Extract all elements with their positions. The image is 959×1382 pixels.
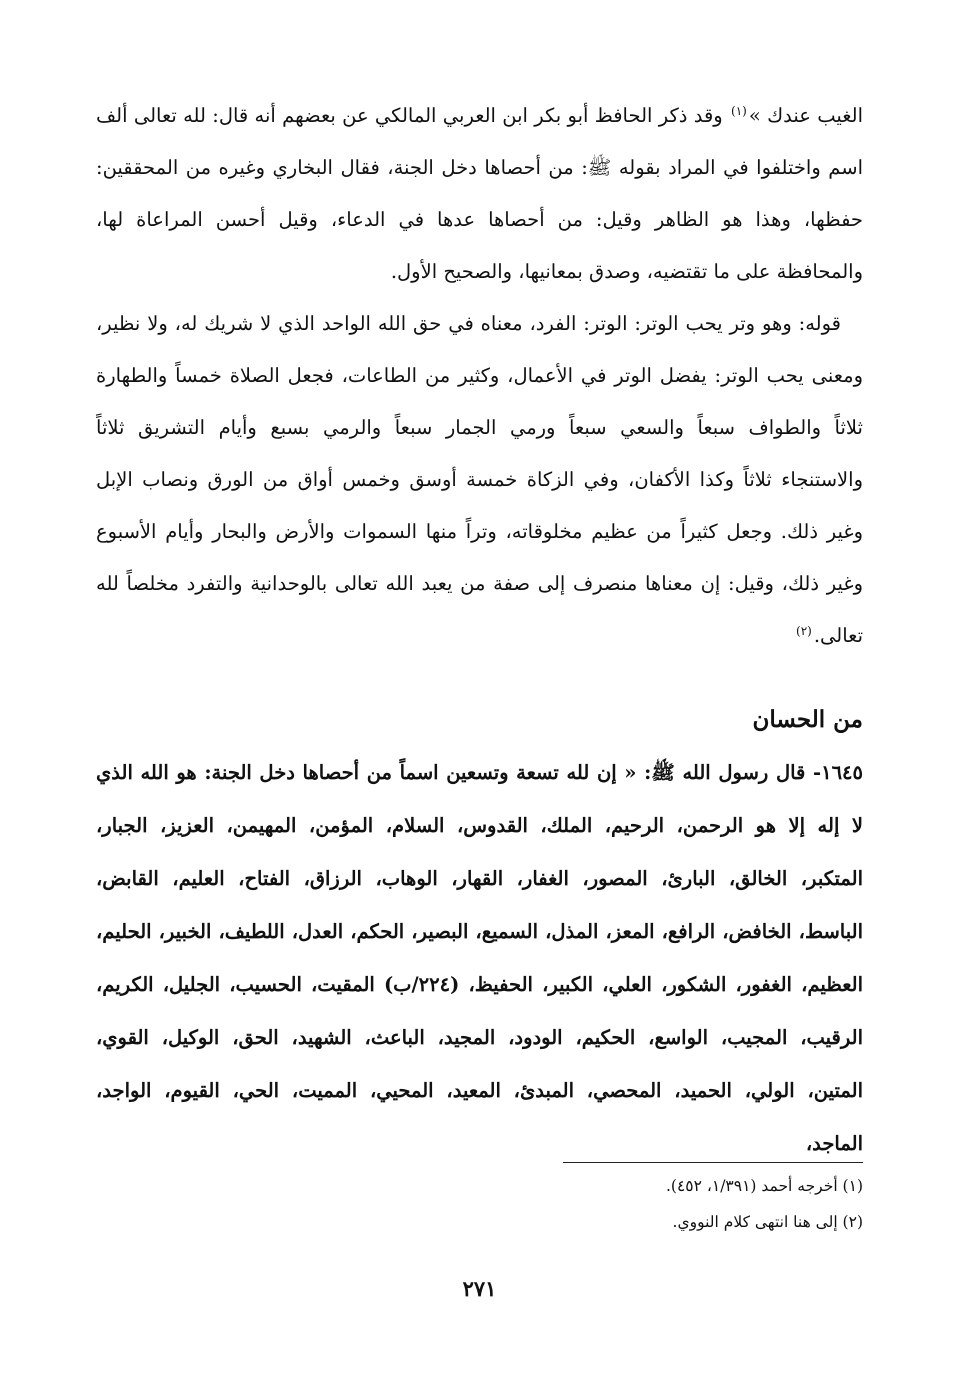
footnote-divider [563,1162,863,1163]
book-page [96,90,863,1382]
footnote-1: (١) أخرجه أحمد (١/٣٩١، ٤٥٢). [665,1177,863,1195]
paragraph-2 [96,298,863,662]
paragraph-1-text: وقد ذكر الحافظ أبو بكر ابن العربي المالكي عن بعضهم أنه قال: لله تعالى ألف اسم واختلفوا في المراد بقوله ﷺ: من أحصاها دخل الجنة، فقال البخاري وغيره من المحققين: حفظها، وهذا هو الظاهر وقيل: من أحصاها عدها في الدعاء، وقيل أحسن المراعاة لها، والمحافظة على ما تقتضيه، وصدق بمعانيها، والصحيح الأول. [96,104,863,283]
hadith-text: ١٦٤٥- قال رسول الله ﷺ: « إن لله تسعة وتسعين اسماً من أحصاها دخل الجنة: هو الله الذي لا إله إلا هو الرحمن، الرحيم، الملك، القدوس، السلام، المؤمن، المهيمن، العزيز، الجبار، المتكبر، الخالق، البارئ، المصور، الغفار، القهار، الوهاب، الرزاق، الفتاح، العليم، القابض، الباسط، الخافض، الرافع، المعز، المذل، السميع، البصير، الحكم، العدل، اللطيف، الخبير، الحليم، العظيم، الغفور، الشكور، العلي، الكبير، الحفيظ، (٢٢٤/ب) المقيت، الحسيب، الجليل، الكريم، الرقيب، المجيب، الواسع، الحكيم، الودود، المجيد، الباعث، الشهيد، الحق، الوكيل، القوي، المتين، الولي، الحميد، المحصي، المبدئ، المعيد، المحيي، المميت، الحي، القيوم، الواجد، الماجد، [96,761,863,1155]
paragraph-1 [96,90,863,298]
footnotes [96,1168,863,1240]
section-heading: من الحسان [752,706,863,733]
page-number: ٢٧١ [462,1276,497,1301]
footnote-2: (٢) إلى هنا انتهى كلام النووي. [672,1213,863,1231]
paragraph-2-text: قوله: وهو وتر يحب الوتر: الوتر: الفرد، معناه في حق الله الواحد الذي لا شريك له، ولا نظير، ومعنى يحب الوتر: يفضل الوتر في الأعمال، وكثير من الطاعات، فجعل الصلاة خمساً والطهارة ثلاثاً والطواف سبعاً والسعي سبعاً ورمي الجمار سبعاً والرمي بسبع وأيام التشريق ثلاثاً والاستنجاء ثلاثاً وكذا الأكفان، وفي الزكاة خمسة أوسق وخمس أواق من الورق ونصاب الإبل وغير ذلك. وجعل كثيراً من عظيم مخلوقاته، وتراً منها السموات والأرض والبحار وأيام الأسبوع وغير ذلك، وقيل: إن معناها منصرف إلى صفة من يعبد الله تعالى بالوحدانية والتفرد مخلصاً لله تعالى. [96,312,863,647]
paragraph-1-opening: الغيب عندك » [748,104,864,127]
footnote-ref-1[interactable]: (١) [731,103,747,118]
footnote-ref-2[interactable]: (٢) [796,623,812,638]
